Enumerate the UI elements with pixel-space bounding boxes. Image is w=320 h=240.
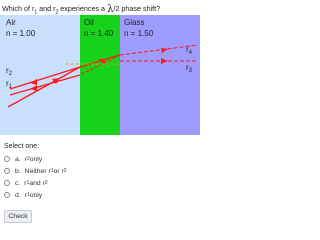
radio-option-a[interactable] [4, 156, 10, 162]
glass-label: Glass [124, 18, 145, 27]
air-label: Air [6, 18, 16, 27]
answer-options [4, 153, 194, 201]
glass-index: n = 1.50 [124, 29, 154, 38]
question-text: Which of $r_1$ and $r_2$ experiences a λ/2 phase shift? [2, 4, 161, 16]
label-r2: $r_2$ [6, 66, 13, 77]
radio-option-b[interactable] [4, 168, 10, 174]
thin-film-diagram [0, 15, 200, 135]
check-button[interactable]: Check [4, 210, 32, 223]
radio-option-c[interactable] [4, 180, 10, 186]
label-r1: $r_1$ [6, 79, 13, 90]
label-r3: $r_3$ [186, 63, 193, 74]
select-one-label: Select one: [4, 143, 40, 150]
option-b[interactable]: b. Neither r 1 or r 2 [4, 165, 194, 177]
air-index: n = 1.00 [6, 29, 36, 38]
option-a[interactable]: a. r 2 only [4, 153, 194, 165]
lambda-symbol: λ [107, 4, 114, 15]
oil-index: n = 1.40 [84, 29, 114, 38]
option-c[interactable]: c. r 1 and r 2 [4, 177, 194, 189]
oil-label: Oil [84, 18, 94, 27]
label-r4: $r_4$ [186, 45, 193, 56]
option-d[interactable]: d. r 1 only [4, 189, 194, 201]
radio-option-d[interactable] [4, 192, 10, 198]
